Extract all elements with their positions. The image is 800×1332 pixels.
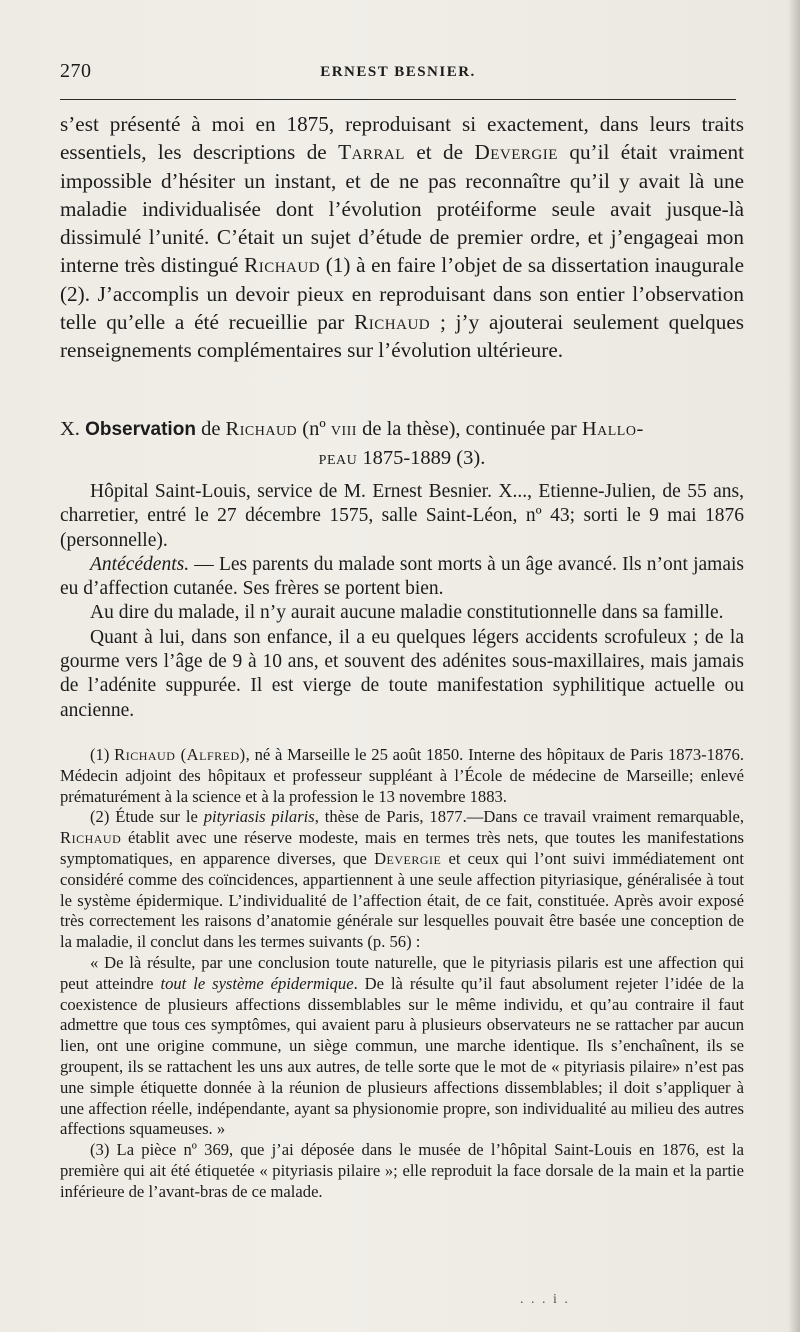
antecedents-label: Antécédents. (90, 553, 190, 575)
intro-text-b: et de (404, 140, 475, 165)
footnote-text: et ceux qui l’ont suivi immédiatement ont considéré comme des coïncidences, appartiennent à une seule affection pityriasique, généralisée à tout le système épidermique. L’individualité de l’affection était, de ce fait, constituée. Après avoir exposé très correctement les raisons d’anatomie générale sur lesquelles pouvait être basée une conception de la maladie, il conclut dans les termes suivants (p. 56) : (60, 848, 744, 952)
footnote-text: « De là résulte, par une conclusion toute naturelle, que le pityriasis pilaris est une affection qui peut atteindre (60, 952, 744, 993)
case-text: — Les parents du malade sont morts à un âge avancé. Ils n’ont jamais eu d’affection cutanée. Ses frères se portent bien. (60, 553, 744, 600)
observation-heading (60, 415, 744, 472)
quote-italic: tout le système épidermique (160, 973, 354, 993)
footnote-text: , thèse de Paris, 1877.—Dans ce travail vraiment remarquable, (314, 807, 745, 827)
observation-number: X. (60, 418, 86, 440)
observation-label: Observation (85, 419, 196, 440)
case-paragraph: Au dire du malade, il n’y aurait aucune maladie constitutionnelle dans sa famille. (90, 602, 724, 624)
footnote-2 (60, 807, 744, 953)
name-alfred: (Alfred) (175, 745, 246, 764)
observation-years: 1875-1889 (3). (357, 447, 486, 469)
case-report (60, 480, 744, 723)
name-devergie: Devergie (374, 848, 442, 868)
footnotes (60, 745, 744, 1203)
name-richaud: Richaud (244, 253, 321, 278)
thesis-title: pityriasis pilaris (203, 807, 315, 827)
intro-text-a: s’est présenté à moi en 1875, reproduisant si exactement, dans leurs traits essentiels, les descriptions de (60, 112, 744, 165)
heading-text: de (195, 418, 226, 440)
running-head: ERNEST BESNIER. (320, 64, 476, 80)
name-richaud: Richaud (225, 418, 298, 440)
intro-text-d: (1) à en faire l’objet de sa dissertation inaugurale (2). J’accomplis un devoir pieux en reproduisant dans son entier l’observation telle qu’elle a été recueillie par (60, 253, 744, 335)
name-tarral: Tarral (338, 140, 405, 165)
intro-text-e: ; j’y ajouterai seulement quelques renseignements complémentaires sur l’évolution ultérieure. (60, 310, 744, 363)
footnote-2-quote (60, 953, 744, 1140)
intro-text-c: qu’il était vraiment impossible d’hésiter un instant, et de ne pas reconnaître qu’il y avait là une maladie individualisée dont l’évolution protéiforme seule avait jusque-là dissimulé l’unité. C’était un sujet d’étude de premier ordre, et j’engageai mon interne très distingué (60, 140, 744, 278)
footnote-text: , né à Marseille le 25 août 1850. Interne des hôpitaux de Paris 1873-1876. Médecin adjoint des hôpitaux et professeur suppléant à l’École de médecine de Marseille; enlevé prématurément à la science et à la profession le 13 novembre 1883. (60, 745, 744, 806)
these-number: viii (330, 418, 357, 440)
page-edge-shadow (788, 0, 800, 1332)
intro-paragraph (60, 110, 744, 365)
case-paragraph: Quant à lui, dans son enfance, il a eu quelques légers accidents scrofuleux ; de la gourme vers l’âge de 9 à 10 ans, et souvent des adénites sous-maxillaires, mais jamais de l’adénite suppurée. Il est vierge de toute manifestation syphilitique actuelle ou ancienne. (60, 626, 744, 721)
header-rule (60, 99, 736, 100)
footnote-3: (3) La pièce nº 369, que j’ai déposée dans le musée de l’hôpital Saint-Louis en 1876, est la première qui ait été étiquetée « pityriasis pilaire »; elle reproduit la face dorsale de la main et la partie inférieure de l’avant-bras de ce malade. (60, 1140, 744, 1201)
case-paragraph (60, 553, 744, 602)
name-hallopeau: Hallo- (581, 418, 644, 440)
name-richaud: Richaud (60, 828, 122, 848)
footnote-text: établit avec une réserve modeste, mais en termes très nets, que toutes les manifestations symptomatiques, en apparence diverses, que (60, 828, 744, 868)
footnote-text: . De là résulte qu’il faut absolument rejeter l’idée de la coexistence de plusieurs affections dissemblables sur le même individu, et qu’au contraire il faut admettre que tous ces symptômes, qui avaient paru à plusieurs observateurs ne se rattacher par aucun lien, ont une origine commune, un siège commun, une marche identique. Ils s’enchaînent, ils se groupent, ils se rattachent les uns aux autres, de telle sorte que le mot de « pityriasis pilaire» n’est pas une simple étiquette donnée à la réunion de plusieurs affections dissemblables; il doit s’appliquer à une affection réelle, indépendante, ayant sa physionomie propre, son individualité au milieu des autres affections squameuses. » (60, 973, 744, 1139)
bottom-mark: . . . i . (520, 1292, 570, 1307)
heading-text: (nº (297, 418, 331, 440)
heading-text: de la thèse), continuée par (356, 418, 582, 440)
name-richaud: Richaud (114, 745, 176, 764)
case-paragraph: Hôpital Saint-Louis, service de M. Ernest Besnier. X..., Etienne-Julien, de 55 ans, charretier, entré le 27 décembre 1575, salle Saint-Léon, nº 43; sorti le 9 mai 1876 (personnelle). (60, 481, 744, 551)
name-devergie: Devergie (474, 140, 558, 165)
page-header (60, 60, 736, 88)
footnote-text: (2) Étude sur le (90, 807, 204, 827)
name-richaud: Richaud (354, 310, 431, 335)
footnote-text: (1) (90, 745, 115, 764)
footnote-1 (60, 745, 744, 807)
name-hallopeau-cont: peau (318, 447, 358, 469)
page-number: 270 (60, 60, 92, 82)
